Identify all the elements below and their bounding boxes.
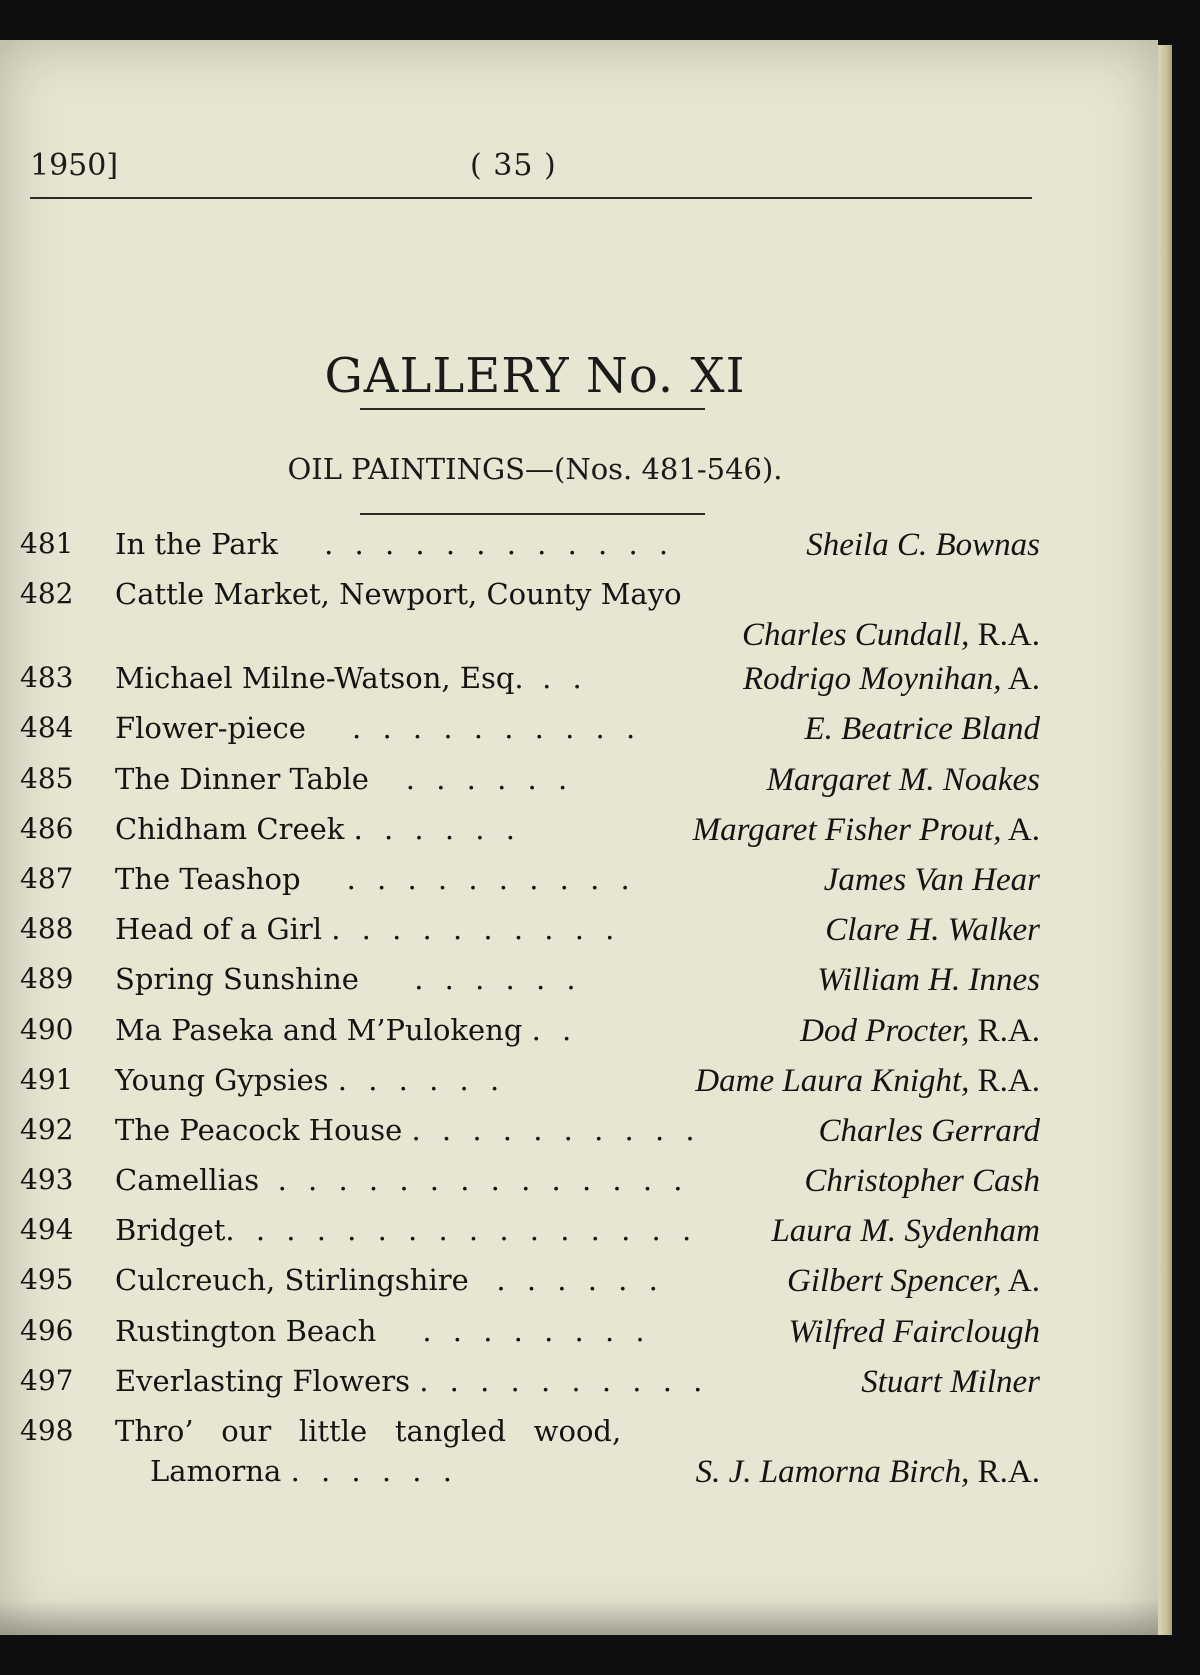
- entry-title-text: Camellias: [115, 1163, 260, 1198]
- header-rule: [30, 197, 1032, 199]
- entry-artist: [771, 1213, 1040, 1250]
- entry-title: [115, 1063, 505, 1097]
- artist-name: S. J. Lamorna Birch,: [695, 1454, 970, 1490]
- artist-name: Dod Procter,: [800, 1012, 970, 1049]
- catalogue-entry: [20, 661, 1040, 711]
- entry-artist: [695, 1063, 1040, 1100]
- dot-leader: . .: [531, 1012, 578, 1047]
- dot-leader: . . . . . . . . . .: [346, 861, 636, 896]
- entry-title-text: Young Gypsies: [115, 1062, 329, 1097]
- entry-number: 482: [20, 577, 74, 611]
- page-edge: [1158, 45, 1172, 1635]
- dot-leader: . . . . . .: [353, 811, 521, 846]
- entry-artist: [800, 1013, 1040, 1050]
- dot-leader: . . . . . .: [405, 761, 574, 796]
- entry-title: [115, 962, 582, 996]
- section-subtitle: OIL PAINTINGS—(Nos. 481-546).: [287, 452, 783, 486]
- artist-suffix: R.A.: [969, 1062, 1040, 1099]
- entry-number: 485: [20, 761, 74, 795]
- dot-leader: . . . . . . . . . .: [419, 1363, 709, 1398]
- artist-name: William H. Innes: [817, 962, 1040, 999]
- catalogue-entry: [20, 862, 1040, 912]
- entry-title: Thro’ our little tangled wood,: [115, 1414, 622, 1448]
- page-bottom-shadow: [0, 1600, 1158, 1635]
- entry-title: [115, 1163, 688, 1197]
- artist-suffix: A.: [1001, 811, 1040, 848]
- artist-name: Dame Laura Knight,: [695, 1062, 970, 1099]
- dot-leader: . . . . . . . . . . . .: [324, 527, 675, 561]
- entry-number: 483: [20, 661, 74, 695]
- entry-artist: [789, 1314, 1040, 1351]
- catalogue-list: [20, 527, 1040, 1498]
- entry-title: [115, 711, 641, 745]
- artist-name: Wilfred Fairclough: [788, 1313, 1040, 1350]
- entry-title-continued: [150, 1454, 458, 1488]
- title-rule-top: [360, 408, 705, 410]
- dot-leader: . . . . . . . . . . . . . .: [277, 1163, 689, 1198]
- entry-title-text: Flower-piece: [115, 711, 306, 746]
- entry-number: 497: [20, 1363, 74, 1397]
- title-rule-bottom: [360, 513, 705, 515]
- entry-number: 489: [20, 962, 74, 996]
- entry-number: 487: [20, 861, 74, 895]
- dot-leader: . . . . . .: [337, 1062, 506, 1097]
- entry-title: [115, 1013, 577, 1047]
- catalogue-entry: [20, 812, 1040, 862]
- artist-suffix: R.A.: [969, 1012, 1040, 1049]
- entry-title: [115, 1364, 708, 1398]
- dot-leader: . . . . . . . . . . . . . . . .: [225, 1213, 698, 1248]
- entry-number: 488: [20, 912, 74, 946]
- catalogue-entry: [20, 962, 1040, 1012]
- catalogue-entry: [20, 762, 1040, 812]
- entry-number: 496: [20, 1313, 74, 1347]
- running-head: 1950]: [30, 148, 119, 183]
- entry-artist: [806, 527, 1040, 564]
- entry-title-text: Michael Milne-Watson, Esq.: [115, 661, 524, 696]
- artist-name: Clare H. Walker: [825, 912, 1040, 949]
- entry-title: [115, 762, 573, 796]
- artist-name: Christopher Cash: [804, 1163, 1040, 1200]
- entry-number: 481: [20, 527, 74, 560]
- catalogue-entry: [20, 1263, 1040, 1313]
- dot-leader: . . . . . .: [496, 1263, 664, 1298]
- page-number: ( 35 ): [470, 148, 557, 183]
- entry-artist: [817, 962, 1040, 999]
- dot-leader: . . . . . . . . . .: [411, 1112, 701, 1147]
- catalogue-entry: [20, 912, 1040, 962]
- entry-title-text: The Peacock House: [115, 1112, 403, 1147]
- entry-title-text: Spring Sunshine: [115, 962, 359, 997]
- entry-artist: [742, 617, 1040, 654]
- catalogue-entry: [20, 577, 1040, 661]
- entry-title-text: Lamorna: [150, 1454, 282, 1488]
- entry-artist: [696, 1454, 1040, 1491]
- catalogue-entry: [20, 1063, 1040, 1113]
- entry-title-text: In the Park: [115, 527, 278, 561]
- catalogue-entry: [20, 711, 1040, 761]
- entry-title: [115, 527, 674, 561]
- artist-suffix: A.: [1001, 661, 1040, 698]
- catalogue-entry: [20, 1213, 1040, 1263]
- entry-number: 491: [20, 1062, 74, 1096]
- artist-name: Margaret Fisher Prout,: [692, 811, 1002, 848]
- entry-title-text: Chidham Creek: [115, 811, 345, 846]
- catalogue-entry: [20, 1013, 1040, 1063]
- entry-artist: [818, 1113, 1040, 1150]
- dot-leader: . .: [542, 661, 588, 696]
- catalogue-entry: [20, 527, 1040, 577]
- entry-number: 495: [20, 1263, 74, 1297]
- artist-name: James Van Hear: [823, 861, 1040, 898]
- artist-name: Gilbert Spencer,: [787, 1263, 1002, 1300]
- entry-title: [115, 577, 682, 611]
- entry-title-text: Ma Paseka and M’Pulokeng: [115, 1012, 523, 1047]
- entry-title-text: The Teashop: [115, 861, 301, 896]
- entry-title: [115, 1213, 697, 1247]
- entry-title: [115, 812, 521, 846]
- entry-title-text: Everlasting Flowers: [115, 1363, 410, 1398]
- entry-artist: [743, 661, 1040, 698]
- entry-number: 484: [20, 711, 74, 745]
- dot-leader: . . . . . . . . . .: [352, 711, 642, 746]
- catalogue-entry: [20, 1314, 1040, 1364]
- entry-title-text: Head of a Girl: [115, 912, 323, 947]
- entry-artist: [767, 762, 1040, 799]
- artist-name: E. Beatrice Bland: [804, 711, 1040, 748]
- entry-number: 493: [20, 1163, 74, 1197]
- catalogue-entry: [20, 1414, 1040, 1498]
- dot-leader: . . . . . . . . . .: [331, 912, 621, 947]
- entry-number: 498: [20, 1414, 74, 1447]
- entry-artist: [804, 711, 1040, 748]
- artist-name: Sheila C. Bownas: [806, 527, 1040, 563]
- artist-suffix: R.A.: [969, 1454, 1040, 1490]
- artist-name: Rodrigo Moynihan,: [743, 661, 1002, 698]
- entry-artist: [825, 912, 1040, 949]
- dot-leader: . . . . . . . .: [422, 1313, 651, 1348]
- entry-title-text: Cattle Market, Newport, County Mayo: [115, 577, 682, 612]
- catalogue-entry: [20, 1113, 1040, 1163]
- entry-title-text: Culcreuch, Stirlingshire: [115, 1263, 469, 1298]
- entry-artist: [861, 1364, 1040, 1401]
- entry-title: [115, 1263, 664, 1297]
- artist-name: Charles Gerrard: [818, 1112, 1040, 1149]
- entry-number: 492: [20, 1112, 74, 1146]
- entry-title: [115, 1314, 651, 1348]
- gallery-title: GALLERY No. XI: [324, 348, 746, 404]
- entry-title: [115, 1113, 701, 1147]
- artist-name: Stuart Milner: [861, 1363, 1040, 1400]
- entry-title-text: The Dinner Table: [115, 761, 369, 796]
- entry-title: [115, 912, 620, 946]
- entry-number: 490: [20, 1012, 74, 1046]
- entry-number: 486: [20, 811, 74, 845]
- entry-number: 494: [20, 1213, 74, 1247]
- entry-title: [115, 661, 588, 695]
- artist-name: Margaret M. Noakes: [766, 761, 1040, 798]
- entry-artist: [693, 812, 1040, 849]
- entry-title: [115, 862, 636, 896]
- artist-suffix: R.A.: [969, 617, 1040, 654]
- entry-title-text: Rustington Beach: [115, 1313, 377, 1348]
- artist-name: Charles Cundall,: [742, 617, 970, 654]
- entry-title-text: Bridget: [115, 1213, 226, 1248]
- entry-artist: [804, 1163, 1040, 1200]
- entry-artist: [824, 862, 1040, 899]
- dot-leader: . . . . . .: [290, 1454, 458, 1488]
- catalogue-entry: [20, 1163, 1040, 1213]
- entry-artist: [787, 1263, 1040, 1300]
- artist-suffix: A.: [1001, 1263, 1040, 1300]
- catalogue-entry: [20, 1364, 1040, 1414]
- page-header: [30, 148, 1030, 188]
- artist-name: Laura M. Sydenham: [771, 1213, 1040, 1250]
- dot-leader: . . . . . .: [414, 962, 582, 997]
